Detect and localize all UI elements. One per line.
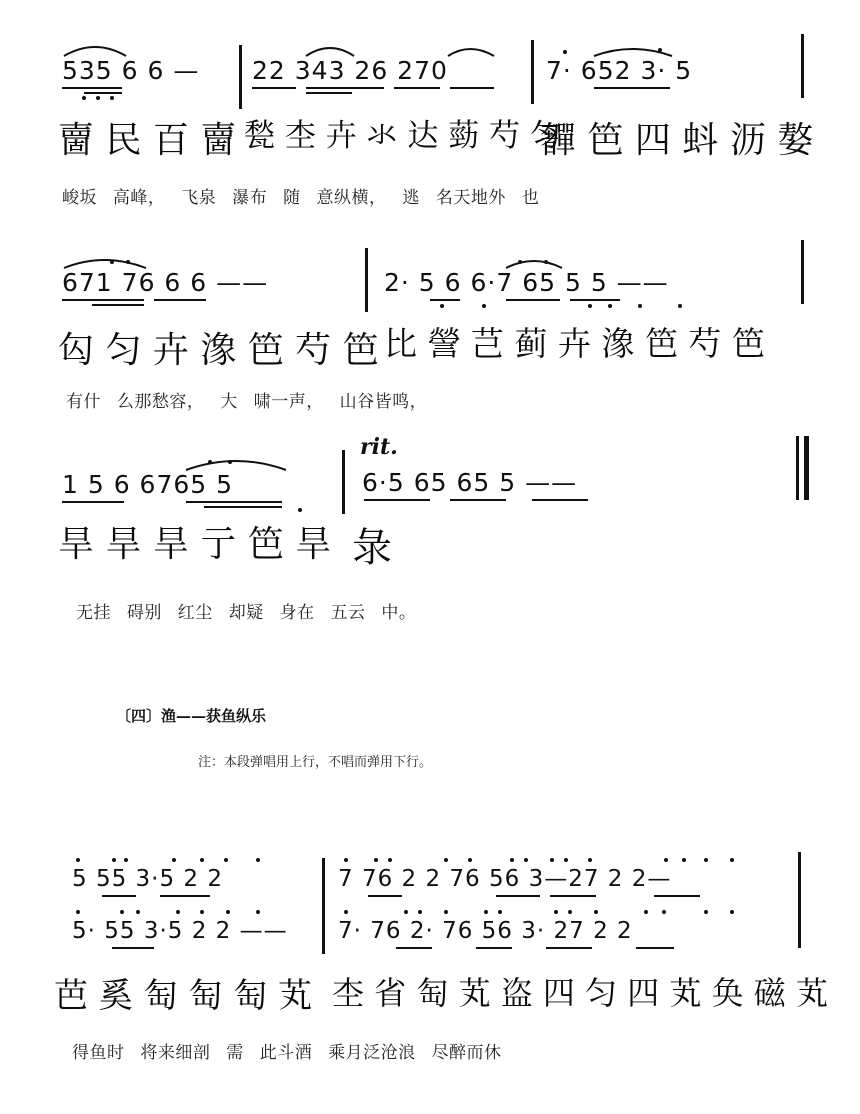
barline xyxy=(342,450,345,514)
barline xyxy=(801,240,804,304)
tempo-marking: rit. xyxy=(360,434,398,460)
jianzipu-measure-2: 比 謍 芑 蓟 卉 潒 笆 芍 笆 xyxy=(384,324,765,363)
section-heading: 〔四〕渔——获鱼纵乐 xyxy=(116,707,267,725)
jianzipu-measure-1: 夁 民 百 夁 xyxy=(58,120,237,161)
jianzipu-measure-3: 奲 笆 四 蚪 沥 嫯 xyxy=(540,120,814,161)
jianzipu-measure-1: 芭 奚 匋 匋 匋 芄 xyxy=(54,976,313,1016)
barline xyxy=(798,852,801,948)
barline xyxy=(531,40,534,104)
notation-measure-2: 2· 5 6 6·7 65 5 5 —— xyxy=(384,268,669,297)
notation-measure-1: 671 76 6 6 —— xyxy=(62,268,269,297)
lower-notation-measure-2: 7· 76 2· 76 56 3· 27 2 2 xyxy=(338,918,633,944)
upper-notation-measure-1: 5 55 3·5 2 2 xyxy=(72,866,223,892)
barline xyxy=(322,858,325,954)
jianzipu-measure-1: 匃 匀 卉 潒 笆 芍 笆 xyxy=(58,330,379,371)
notation-measure-1: 535 6 6 — xyxy=(62,56,200,85)
final-barline-thin xyxy=(796,436,799,500)
jianzipu-measure-1: 旱 旱 旱 亍 笆 旱 xyxy=(58,524,332,565)
notation-measure-2: 6·5 65 65 5 —— xyxy=(362,468,578,497)
barline xyxy=(365,248,368,312)
lyrics-line-3: 无挂 碍别 红尘 却疑 身在 五云 中。 xyxy=(76,603,417,623)
notation-measure-2: 22 343 26 270 xyxy=(252,56,448,85)
lyrics-line-2: 有什 么那愁容， 大 啸一声， 山谷皆鸣， xyxy=(66,392,428,412)
lyrics-line-1: 峻坂 高峰， 飞泉 瀑布 随 意纵横， 逃 名天地外 也 xyxy=(62,188,540,208)
jianzipu-measure-2: 彔 xyxy=(352,525,392,571)
upper-notation-measure-2: 7 76 2 2 76 56 3—27 2 2— xyxy=(338,866,672,892)
jianzipu-measure-2: 甃 杢 卉 氺 达 葝 芍 匀 xyxy=(244,118,561,154)
performance-note: 注：本段弹唱用上行，不唱而弹用下行。 xyxy=(198,755,433,770)
notation-measure-1: 1 5 6 6765 5 xyxy=(62,470,234,499)
barline xyxy=(239,45,242,109)
barline xyxy=(801,34,804,98)
notation-measure-3: 7· 652 3· 5 xyxy=(546,56,693,85)
final-barline-thick xyxy=(804,436,809,500)
jianzipu-measure-2: 杢 省 匋 芄 盗 四 匀 四 芄 奂 磁 芄 xyxy=(332,974,828,1012)
lower-notation-measure-1: 5· 55 3·5 2 2 —— xyxy=(72,918,288,944)
lyrics-line-4: 得鱼时 将来细剖 需 此斗酒 乘月泛沧浪 尽醉而休 xyxy=(72,1043,502,1063)
